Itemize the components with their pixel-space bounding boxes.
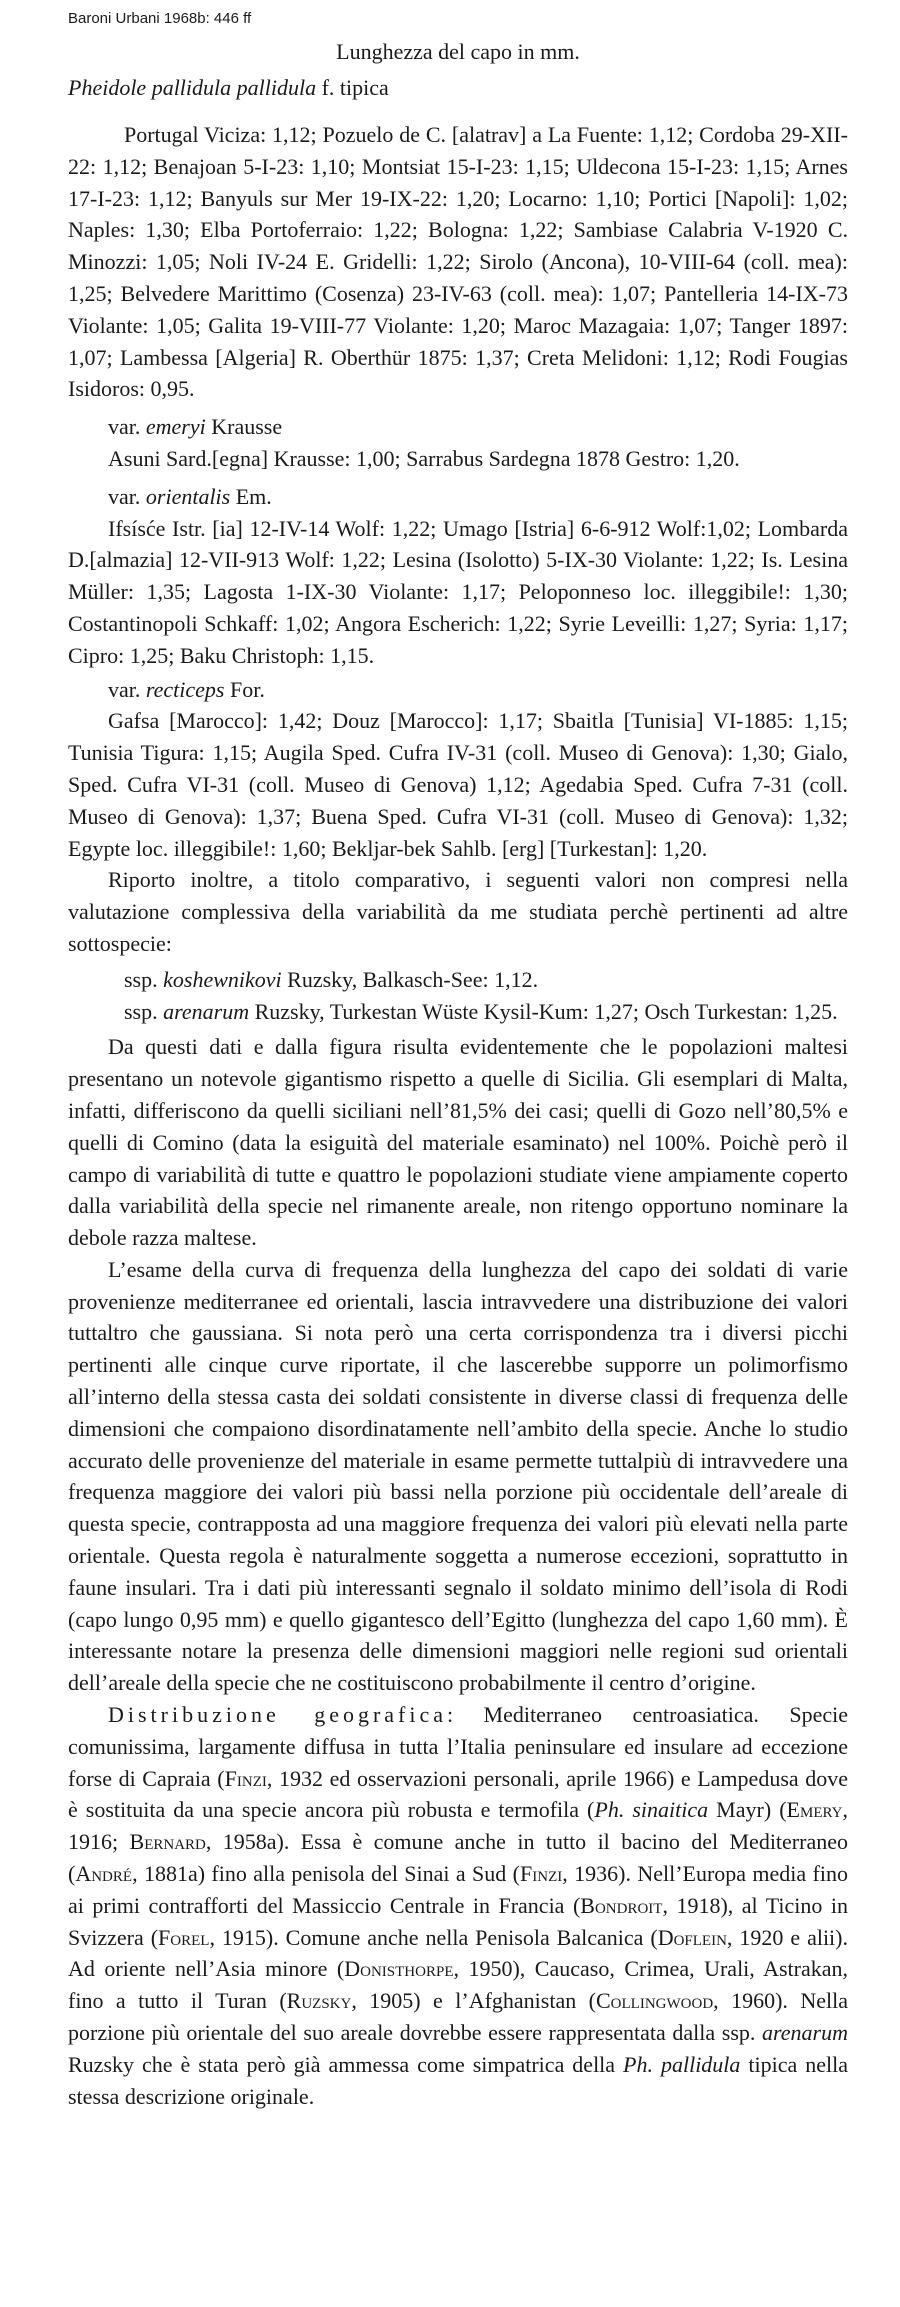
ssp-arenarum: ssp. arenarum Ruzsky, Turkestan Wüste Kysil-Kum: 1,27; Osch Turkestan: 1,25. [124,998,838,1024]
esame-paragraph: L’esame della curva di frequenza della lunghezza del capo dei soldati di varie provenienze mediterranee ed orientali, lascia intravvedere una distribuzione dei valori tuttaltro che gaussiana. Si nota però una certa corrispondenza tra i diversi picchi pertinenti alle cinque curve riportate, il che lascerebbe supporre un polimorfismo all’interno della stessa casta dei soldati consistente in diverse classi di frequenza delle dimensioni che compaiono disordinatamente nell’ambito della specie. Anche lo studio accurato delle provenienze del materiale in esame permette tuttalpiù di intravvedere una frequenza maggiore dei valori più bassi nella porzione più occidentale dell’areale di questa specie, contrapposta ad una maggiore frequenza dei valori più elevati nella parte orientale. Questa regola è naturalmente soggetta a numerose eccezioni, soprattutto in faune insulari. Tra i dati più interessanti segnalo il soldato minimo dell’isola di Rodi (capo lungo 0,95 mm) e quello gigantesco dell’Egitto (lunghezza del capo 1,60 mm). È interessante notare la presenza delle dimensioni maggiori nelle regioni sud orientali dell’areale della specie che ne costituiscono probabilmente il centro d’origine. [68,1256,848,1696]
recticeps-records: Gafsa [Marocco]: 1,42; Douz [Marocco]: 1,17; Sbaitla [Tunisia] VI-1885: 1,15; Tunisia Tigura: 1,15; Augila Sped. Cufra IV-31 (coll. Museo di Genova): 1,30; Gialo, Sped. Cufra VI-31 (coll. Museo di Genova) 1,12; Agedabia Sped. Cufra 7-31 (coll. Museo di Genova): 1,37; Buena Sped. Cufra VI-31 (coll. Museo di Genova): 1,32; Egypte loc. illeggibile!: 1,60; Bekljar-bek Sahlb. [erg] [Turkestan]: 1,20. [68,708,848,861]
orientalis-records: Ifsísće Istr. [ia] 12-IV-14 Wolf: 1,22; Umago [Istria] 6-6-912 Wolf:1,02; Lombarda D.[almazia] 12-VII-913 Wolf: 1,22; Lesina (Isolotto) 5-IX-30 Violante: 1,22; Is. Lesina Müller: 1,35; Lagosta 1-IX-30 Violante: 1,17; Peloponneso loc. illeggibile!: 1,30; Costantinopoli Schkaff: 1,02; Angora Escherich: 1,22; Syrie Leveilli: 1,27; Syria: 1,17; Cipro: 1,25; Baku Christoph: 1,15. [68,515,848,668]
var-name: recticeps [145,676,225,702]
dati-paragraph: Da questi dati e dalla figura risulta evidentemente che le popolazioni maltesi presentano un notevole gigantismo rispetto a quelle di Sicilia. Gli esemplari di Malta, infatti, differiscono da quelli siciliani nell’81,5% dei casi; quelli di Gozo nell’80,5% e quelli di Comino (data la esiguità del materiale esaminato) nel 100%. Poichè però il campo di variabilità di tutte e quattro le popolazioni studiate viene ampiamente coperto dalla variabilità della specie nel rimanente areale, non ritengo opportuno nominare la debole razza maltese. [68,1034,848,1251]
distribuzione-paragraph: Distribuzione geografica: Mediterraneo centroasiatica. Specie comunissima, largamente diffusa in tutta l’Italia peninsulare ed insulare ad eccezione forse di Capraia (Finzi, 1932 ed osservazioni personali, aprile 1966) e Lampedusa dove è sostituita da una specie ancora più robusta e termofila (Ph. sinaitica Mayr) (Emery, 1916; Bernard, 1958a). Essa è comune anche in tutto il bacino del Mediterraneo (André, 1881a) fino alla penisola del Sinai a Sud (Finzi, 1936). Nell’Europa media fino ai primi contrafforti del Massiccio Centrale in Francia (Bondroit, 1918), al Ticino in Svizzera (Forel, 1915). Comune anche nella Penisola Balcanica (Doflein, 1920 e alii). Ad oriente nell’Asia minore (Donisthorpe, 1950), Caucaso, Crimea, Urali, Astrakan, fino a tutto il Turan (Ruzsky, 1905) e l’Afghanistan (Collingwood, 1960). Nella porzione più orientale del suo areale dovrebbe essere rappresentata dalla ssp. arenarum Ruzsky che è stata però già ammessa come simpatrica della Ph. pallidula tipica nella stessa descrizione originale. [68,1702,849,2109]
var-emeryi-heading: var. emeryi Krausse [108,414,283,440]
emeryi-records: Asuni Sard.[egna] Krausse: 1,00; Sarrabus Sardegna 1878 Gestro: 1,20. [108,445,740,471]
citation-header: Baroni Urbani 1968b: 446 ff [68,10,252,27]
species-name: Pheidole pallidula pallidula [68,75,317,100]
var-recticeps-heading: var. recticeps For. [108,676,265,702]
form-label: f. tipica [316,75,389,100]
typica-records: Portugal Viciza: 1,12; Pozuelo de C. [alatrav] a La Fuente: 1,12; Cordoba 29-XII-22: 1,12; Benajoan 5-I-23: 1,10; Montsiat 15-I-23: 1,15; Uldecona 15-I-23: 1,15; Arnes 17-I-23: 1,12; Banyuls sur Mer 19-IX-22: 1,20; Locarno: 1,10; Portici [Napoli]: 1,02; Naples: 1,30; Elba Portoferraio: 1,22; Bologna: 1,22; Sambiase Calabria V-1920 C. Minozzi: 1,05; Noli IV-24 E. Gridelli: 1,22; Sirolo (Ancona), 10-VIII-64 (coll. mea): 1,25; Belvedere Marittimo (Cosenza) 23-IV-63 (coll. mea): 1,07; Pantelleria 14-IX-73 Violante: 1,05; Galita 19-VIII-77 Violante: 1,20; Maroc Mazagaia: 1,07; Tanger 1897: 1,07; Lambessa [Algeria] R. Oberthür 1875: 1,37; Creta Melidoni: 1,12; Rodi Fougias Isidoros: 0,95. [68,122,848,402]
ssp-koshewnikovi: ssp. koshewnikovi Ruzsky, Balkasch-See: 1,12. [124,966,539,992]
riporto-paragraph: Riporto inoltre, a titolo comparativo, i seguenti valori non compresi nella valutazione complessiva della variabilità da me studiata perchè pertinenti ad altre sottospecie: [68,867,848,956]
var-orientalis-heading: var. orientalis Em. [108,483,272,509]
species-subtitle [68,75,848,101]
var-name: orientalis [145,483,231,509]
section-heading: Distribuzione geografica [108,1702,448,1728]
table-title: Lunghezza del capo in mm. [336,39,580,64]
var-name: emeryi [145,414,206,440]
